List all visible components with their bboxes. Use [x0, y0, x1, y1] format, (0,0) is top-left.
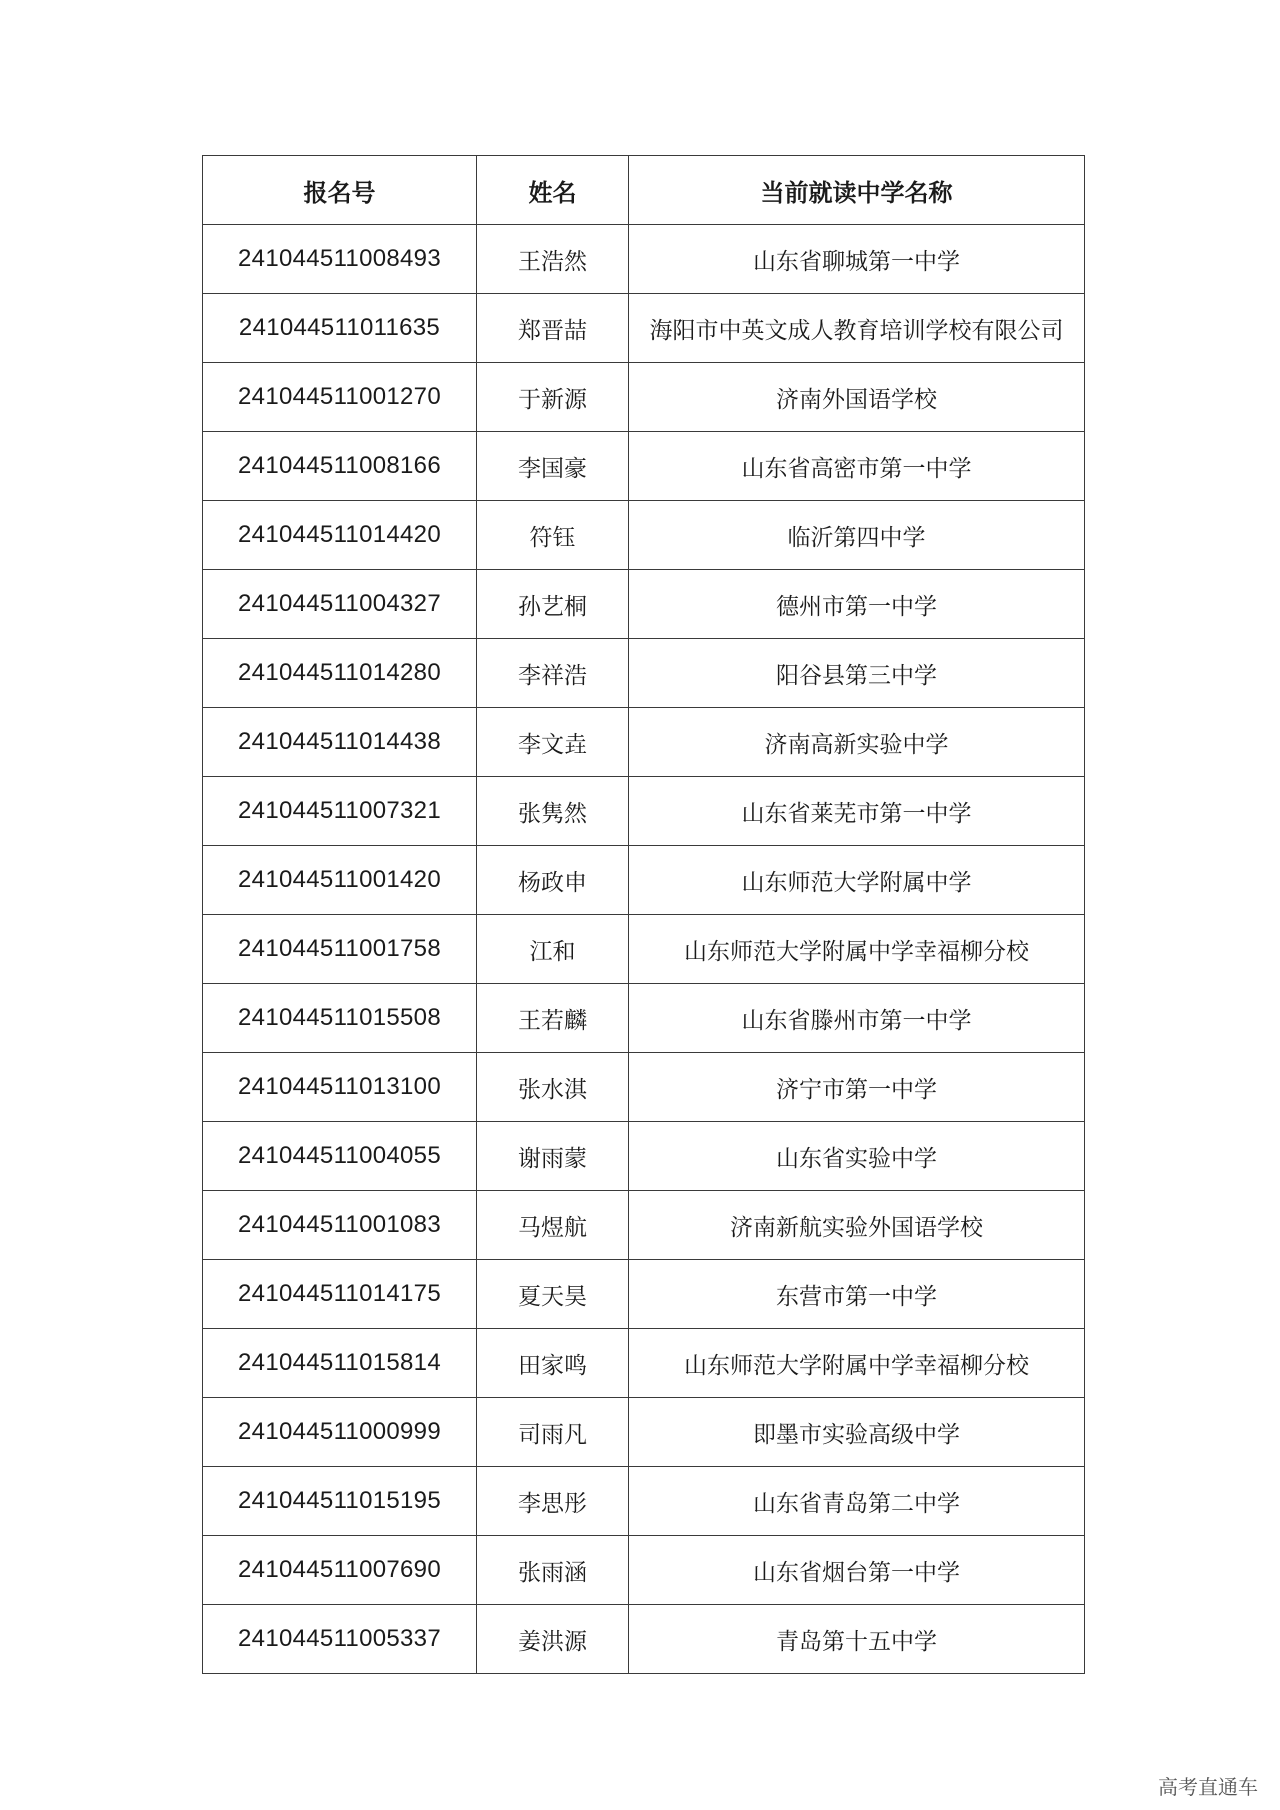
table-row [203, 225, 1085, 294]
table-row [203, 1398, 1085, 1467]
header-name: 姓名 [477, 156, 629, 225]
table-row [203, 1605, 1085, 1674]
student-name-cell: 马煜航 [477, 1191, 629, 1260]
school-name-cell: 济宁市第一中学 [629, 1053, 1085, 1122]
school-name-cell: 济南新航实验外国语学校 [629, 1191, 1085, 1260]
student-name-cell: 王浩然 [477, 225, 629, 294]
table-row [203, 708, 1085, 777]
registration-number-cell: 241044511007690 [203, 1536, 477, 1605]
student-name-cell: 李祥浩 [477, 639, 629, 708]
school-name-cell: 山东省青岛第二中学 [629, 1467, 1085, 1536]
student-name-cell: 杨政申 [477, 846, 629, 915]
table-row [203, 570, 1085, 639]
registration-number-cell: 241044511000999 [203, 1398, 477, 1467]
student-name-cell: 张水淇 [477, 1053, 629, 1122]
school-name-cell: 山东师范大学附属中学幸福柳分校 [629, 915, 1085, 984]
school-name-cell: 山东省实验中学 [629, 1122, 1085, 1191]
table-row [203, 639, 1085, 708]
table-body [203, 225, 1085, 1674]
school-name-cell: 山东省莱芜市第一中学 [629, 777, 1085, 846]
table-row [203, 846, 1085, 915]
school-name-cell: 济南高新实验中学 [629, 708, 1085, 777]
school-name-cell: 阳谷县第三中学 [629, 639, 1085, 708]
table-row [203, 1260, 1085, 1329]
table-row [203, 1053, 1085, 1122]
registration-number-cell: 241044511014175 [203, 1260, 477, 1329]
school-name-cell: 东营市第一中学 [629, 1260, 1085, 1329]
registration-number-cell: 241044511008493 [203, 225, 477, 294]
school-name-cell: 山东省高密市第一中学 [629, 432, 1085, 501]
student-name-cell: 司雨凡 [477, 1398, 629, 1467]
registration-number-cell: 241044511015508 [203, 984, 477, 1053]
student-name-cell: 张隽然 [477, 777, 629, 846]
table-row [203, 984, 1085, 1053]
registration-number-cell: 241044511014420 [203, 501, 477, 570]
registration-number-cell: 241044511001420 [203, 846, 477, 915]
registration-number-cell: 241044511005337 [203, 1605, 477, 1674]
table-row [203, 1329, 1085, 1398]
school-name-cell: 海阳市中英文成人教育培训学校有限公司 [629, 294, 1085, 363]
student-name-cell: 姜洪源 [477, 1605, 629, 1674]
student-name-cell: 李思彤 [477, 1467, 629, 1536]
school-name-cell: 山东师范大学附属中学幸福柳分校 [629, 1329, 1085, 1398]
registration-number-cell: 241044511011635 [203, 294, 477, 363]
school-name-cell: 德州市第一中学 [629, 570, 1085, 639]
registration-number-cell: 241044511014280 [203, 639, 477, 708]
student-name-cell: 夏天昊 [477, 1260, 629, 1329]
registration-number-cell: 241044511001083 [203, 1191, 477, 1260]
school-name-cell: 临沂第四中学 [629, 501, 1085, 570]
school-name-cell: 即墨市实验高级中学 [629, 1398, 1085, 1467]
registration-number-cell: 241044511008166 [203, 432, 477, 501]
student-name-cell: 王若麟 [477, 984, 629, 1053]
student-name-cell: 符钰 [477, 501, 629, 570]
school-name-cell: 青岛第十五中学 [629, 1605, 1085, 1674]
table-row [203, 777, 1085, 846]
school-name-cell: 山东师范大学附属中学 [629, 846, 1085, 915]
student-name-cell: 郑晋喆 [477, 294, 629, 363]
table-row [203, 432, 1085, 501]
school-name-cell: 山东省滕州市第一中学 [629, 984, 1085, 1053]
registration-number-cell: 241044511004327 [203, 570, 477, 639]
table-header-row [203, 156, 1085, 225]
registration-number-cell: 241044511014438 [203, 708, 477, 777]
table-row [203, 915, 1085, 984]
table-row [203, 1122, 1085, 1191]
student-name-cell: 田家鸣 [477, 1329, 629, 1398]
watermark: 高考直通车 [1158, 1775, 1258, 1799]
table-row [203, 363, 1085, 432]
registration-number-cell: 241044511001758 [203, 915, 477, 984]
registration-number-cell: 241044511013100 [203, 1053, 477, 1122]
header-school-name: 当前就读中学名称 [629, 156, 1085, 225]
registration-number-cell: 241044511015814 [203, 1329, 477, 1398]
registration-number-cell: 241044511007321 [203, 777, 477, 846]
school-name-cell: 济南外国语学校 [629, 363, 1085, 432]
student-name-cell: 孙艺桐 [477, 570, 629, 639]
registration-number-cell: 241044511015195 [203, 1467, 477, 1536]
student-name-cell: 李国豪 [477, 432, 629, 501]
student-roster-table [202, 155, 1085, 1674]
table-row [203, 501, 1085, 570]
student-name-cell: 于新源 [477, 363, 629, 432]
table-row [203, 294, 1085, 363]
student-name-cell: 张雨涵 [477, 1536, 629, 1605]
school-name-cell: 山东省聊城第一中学 [629, 225, 1085, 294]
school-name-cell: 山东省烟台第一中学 [629, 1536, 1085, 1605]
registration-number-cell: 241044511004055 [203, 1122, 477, 1191]
table-row [203, 1467, 1085, 1536]
table-row [203, 1536, 1085, 1605]
student-name-cell: 江和 [477, 915, 629, 984]
table-row [203, 1191, 1085, 1260]
header-registration-number: 报名号 [203, 156, 477, 225]
registration-number-cell: 241044511001270 [203, 363, 477, 432]
student-name-cell: 李文垚 [477, 708, 629, 777]
student-name-cell: 谢雨蒙 [477, 1122, 629, 1191]
